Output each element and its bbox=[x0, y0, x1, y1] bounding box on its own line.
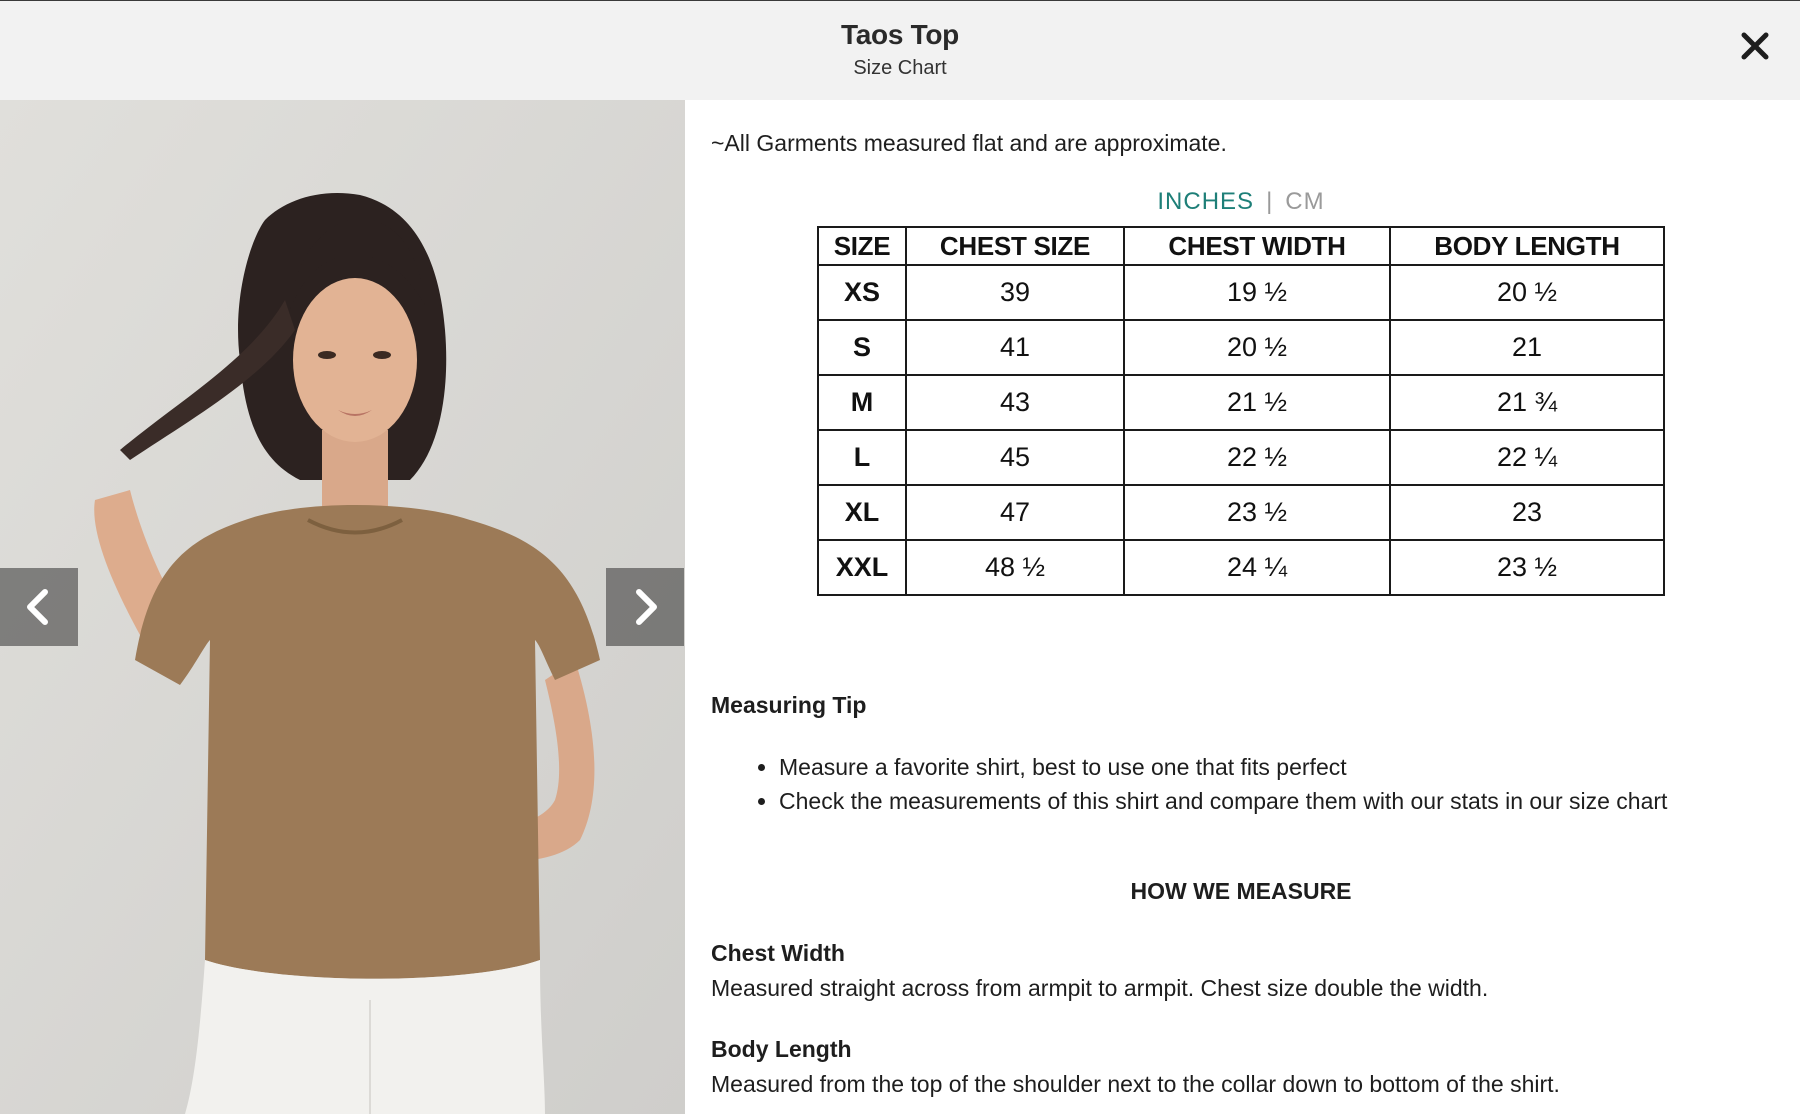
product-image-panel bbox=[0, 100, 685, 1114]
unit-separator: | bbox=[1266, 188, 1274, 215]
body-length-title: Body Length bbox=[711, 1036, 852, 1062]
header-chest-size: CHEST SIZE bbox=[906, 227, 1124, 265]
how-we-measure-heading: HOW WE MEASURE bbox=[1130, 878, 1352, 904]
measuring-tip-heading: Measuring Tip bbox=[711, 692, 867, 718]
modal-subtitle: Size Chart bbox=[853, 57, 947, 79]
chest-size-cell: 41 bbox=[906, 320, 1124, 375]
chest-width-cell: 24 ¼ bbox=[1124, 540, 1390, 595]
header-chest-width: CHEST WIDTH bbox=[1124, 227, 1390, 265]
header-size: SIZE bbox=[818, 227, 906, 265]
modal-header bbox=[0, 0, 1800, 100]
chest-width-cell: 22 ½ bbox=[1124, 430, 1390, 485]
table-header-row bbox=[818, 227, 1664, 265]
table-row bbox=[818, 430, 1664, 485]
close-icon bbox=[1730, 21, 1780, 71]
body-length-cell: 23 ½ bbox=[1390, 540, 1664, 595]
body-length-cell: 22 ¼ bbox=[1390, 430, 1664, 485]
unit-toggle bbox=[711, 188, 1771, 216]
body-length-cell: 21 bbox=[1390, 320, 1664, 375]
table-row bbox=[818, 320, 1664, 375]
prev-image-button[interactable] bbox=[0, 568, 78, 646]
chevron-left-icon bbox=[0, 568, 78, 646]
list-item: • Check the measurements of this shirt and compare them with our stats in our size chart bbox=[779, 784, 1667, 818]
next-image-button[interactable] bbox=[606, 568, 684, 646]
table-row bbox=[818, 485, 1664, 540]
body-length-cell: 23 bbox=[1390, 485, 1664, 540]
header-body-length: BODY LENGTH bbox=[1390, 227, 1664, 265]
unit-inches-tab[interactable]: INCHES bbox=[1157, 188, 1255, 215]
list-item: • Measure a favorite shirt, best to use one that fits perfect bbox=[779, 750, 1667, 784]
size-table bbox=[817, 226, 1665, 596]
close-button[interactable] bbox=[1730, 21, 1780, 71]
size-cell: L bbox=[818, 430, 906, 485]
chest-width-description: Measured straight across from armpit to armpit. Chest size double the width. bbox=[711, 975, 1489, 1001]
chest-size-cell: 43 bbox=[906, 375, 1124, 430]
chest-size-cell: 39 bbox=[906, 265, 1124, 320]
chest-width-cell: 19 ½ bbox=[1124, 265, 1390, 320]
size-cell: XXL bbox=[818, 540, 906, 595]
size-cell: XL bbox=[818, 485, 906, 540]
chevron-right-icon bbox=[606, 568, 684, 646]
size-cell: XS bbox=[818, 265, 906, 320]
size-cell: M bbox=[818, 375, 906, 430]
chest-size-cell: 47 bbox=[906, 485, 1124, 540]
chest-width-cell: 20 ½ bbox=[1124, 320, 1390, 375]
table-row bbox=[818, 375, 1664, 430]
chest-width-cell: 23 ½ bbox=[1124, 485, 1390, 540]
size-cell: S bbox=[818, 320, 906, 375]
unit-cm-tab[interactable]: CM bbox=[1285, 188, 1325, 215]
modal-title: Taos Top bbox=[841, 19, 959, 50]
product-photo bbox=[0, 100, 685, 1114]
body-length-cell: 20 ½ bbox=[1390, 265, 1664, 320]
table-row bbox=[818, 540, 1664, 595]
body-length-description: Measured from the top of the shoulder next to the collar down to bottom of the shirt. bbox=[711, 1071, 1560, 1097]
chest-width-cell: 21 ½ bbox=[1124, 375, 1390, 430]
table-row bbox=[818, 265, 1664, 320]
chest-size-cell: 48 ½ bbox=[906, 540, 1124, 595]
body-length-cell: 21 ¾ bbox=[1390, 375, 1664, 430]
chest-width-title: Chest Width bbox=[711, 940, 845, 966]
measuring-tip-list bbox=[711, 750, 1667, 818]
chest-size-cell: 45 bbox=[906, 430, 1124, 485]
measurement-note: ~All Garments measured flat and are approximate. bbox=[711, 130, 1227, 156]
